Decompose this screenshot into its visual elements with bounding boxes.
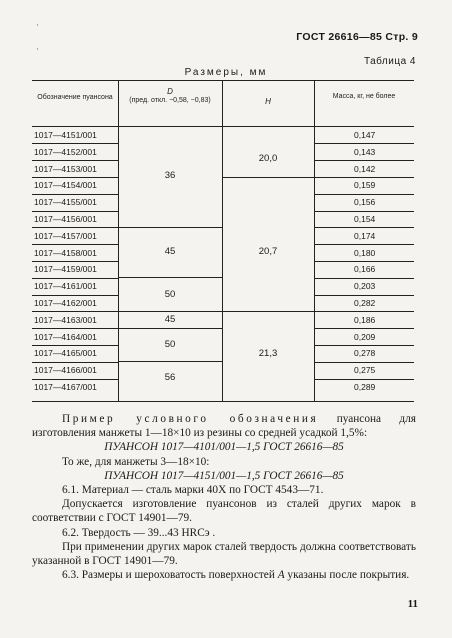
punch-code: 1017—4164/001 xyxy=(34,331,97,342)
h-symbol: H xyxy=(265,97,271,106)
clause-6-1: 6.1. Материал — сталь марки 40Х по ГОСТ 4543—71. xyxy=(62,484,324,497)
table-bottom-rule xyxy=(32,401,414,402)
punch-mass: 0,156 xyxy=(354,197,376,208)
page-number: 11 xyxy=(407,598,418,610)
punch-code: 1017—4159/001 xyxy=(34,264,97,275)
designation-code-1: ПУАНСОН 1017—4101/001—1,5 ГОСТ 26616—85 xyxy=(104,441,344,454)
table-label: Таблица 4 xyxy=(363,56,416,67)
punch-mass: 0,282 xyxy=(354,298,376,308)
scan-mark: · xyxy=(36,44,39,54)
designation-header: Обозначение пуансона xyxy=(37,94,113,101)
scan-mark: · xyxy=(36,20,39,30)
punch-mass: 0,154 xyxy=(354,214,376,224)
example-rest: пуансона для изготовления манжеты 1—18×10 из резины со средней усадкой 1,5%: xyxy=(32,413,416,440)
punch-code: 1017—4161/001 xyxy=(34,281,97,292)
h-group-rule xyxy=(222,177,314,178)
punch-code: 1017—4154/001 xyxy=(34,180,97,191)
d-symbol: D xyxy=(167,87,173,96)
punch-mass: 0,186 xyxy=(354,314,376,325)
d-group-rule xyxy=(118,361,222,362)
clause-6-1-note: Допускается изготовление пуансонов из сталей других марок в соответствии с ГОСТ 14901—79. xyxy=(32,498,416,525)
d-value: 50 xyxy=(164,289,176,300)
surface-a-label: А xyxy=(277,569,285,582)
punch-mass: 0,166 xyxy=(354,264,376,275)
example-lead: Пример условного обозначения xyxy=(62,413,319,425)
punch-code: 1017—4155/001 xyxy=(34,197,97,208)
h-value: 21,3 xyxy=(258,348,278,359)
d-value: 36 xyxy=(164,170,176,181)
same-for-note: То же, для манжеты 3—18×10: xyxy=(62,455,210,468)
clause-6-3 xyxy=(32,568,416,582)
punch-mass: 0,278 xyxy=(354,348,376,359)
punch-mass: 0,289 xyxy=(354,382,376,392)
punch-mass: 0,147 xyxy=(354,130,376,140)
punch-mass: 0,143 xyxy=(354,146,376,157)
clause-6-3-start: 6.3. Размеры и шероховатость поверхностей xyxy=(62,569,278,582)
punch-code: 1017—4165/001 xyxy=(34,348,97,359)
clause-6-2: 6.2. Твердость — 39...43 HRCэ . xyxy=(62,526,216,539)
punch-code: 1017—4152/001 xyxy=(34,146,97,157)
punch-mass: 0,174 xyxy=(354,230,376,241)
d-header xyxy=(118,88,222,105)
body-text xyxy=(32,412,416,582)
h-value: 20,0 xyxy=(258,153,278,164)
punch-code: 1017—4167/001 xyxy=(34,382,97,392)
page-header: ГОСТ 26616—85 Стр. 9 xyxy=(296,31,418,43)
d-group-rule xyxy=(118,227,222,228)
punch-code: 1017—4157/001 xyxy=(34,230,97,241)
sizes-label: Размеры, мм xyxy=(184,67,268,78)
h-group-rule xyxy=(222,311,314,312)
h-header xyxy=(222,98,314,107)
punch-mass: 0,159 xyxy=(354,180,376,191)
punch-mass: 0,142 xyxy=(354,163,376,174)
mass-header: Масса, кг, не более xyxy=(332,93,396,100)
punch-code: 1017—4166/001 xyxy=(34,365,97,376)
table-top-rule xyxy=(32,80,414,81)
punch-code: 1017—4151/001 xyxy=(34,130,97,140)
punch-code: 1017—4162/001 xyxy=(34,298,97,308)
d-group-rule xyxy=(118,277,222,278)
punch-mass: 0,203 xyxy=(354,281,376,292)
column-divider xyxy=(118,80,119,402)
h-value: 20,7 xyxy=(258,246,278,257)
d-note: (пред. откл. −0,58, −0,83) xyxy=(129,97,211,104)
punch-mass: 0,209 xyxy=(354,331,376,342)
punch-mass: 0,180 xyxy=(354,247,376,258)
example-paragraph xyxy=(32,412,416,440)
d-value: 45 xyxy=(164,246,176,257)
designation-code-2: ПУАНСОН 1017—4151/001—1,5 ГОСТ 26616—85 xyxy=(104,469,344,482)
punch-code: 1017—4158/001 xyxy=(34,247,97,258)
column-divider xyxy=(314,80,315,402)
punch-table xyxy=(32,80,414,402)
punch-mass: 0,275 xyxy=(354,365,376,376)
d-group-rule xyxy=(118,311,222,312)
d-group-rule xyxy=(118,328,222,329)
punch-code: 1017—4153/001 xyxy=(34,163,97,174)
d-value: 45 xyxy=(164,314,176,325)
clause-6-3-end: указаны после покрытия. xyxy=(284,569,410,582)
d-value: 56 xyxy=(164,372,176,383)
punch-code: 1017—4163/001 xyxy=(34,314,97,325)
clause-6-2-note: При применении других марок сталей твердость должна соответствовать указанной в ГОСТ 14901—79. xyxy=(32,540,416,568)
d-value: 50 xyxy=(164,339,176,350)
punch-code: 1017—4156/001 xyxy=(34,214,97,224)
